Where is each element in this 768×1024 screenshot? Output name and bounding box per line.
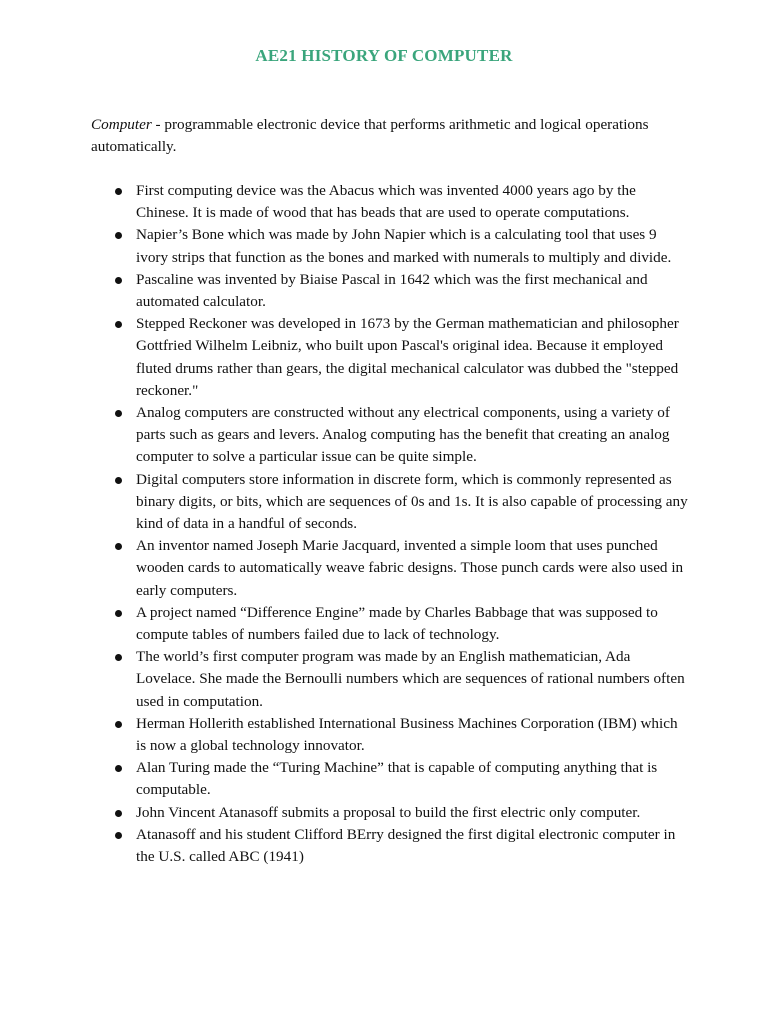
bullet-icon: [115, 654, 122, 661]
list-item-text: Napier’s Bone which was made by John Napier which is a calculating tool that uses 9 ivory strips that function as the bones and marked with numerals to multiply and divide.: [136, 226, 672, 266]
list-item-text: Pascaline was invented by Biaise Pascal in 1642 which was the first mechanical and automated calculator.: [136, 270, 648, 311]
bullet-icon: [115, 610, 122, 617]
bullet-icon: [115, 543, 122, 550]
bullet-icon: [115, 410, 122, 417]
list-item: [91, 313, 691, 402]
list-item: [91, 646, 691, 713]
list-item: [91, 535, 691, 602]
list-item-text: Atanasoff and his student Clifford BErry designed the first digital electronic computer in the U.S. called ABC (1941): [136, 825, 676, 866]
bullet-list: [91, 180, 691, 868]
list-item-text: John Vincent Atanasoff submits a proposal to build the first electric only computer.: [136, 803, 641, 821]
intro-definition: - programmable electronic device that performs arithmetic and logical operations automatically.: [91, 116, 649, 156]
list-item-text: An inventor named Joseph Marie Jacquard, invented a simple loom that uses punched wooden cards to automatically weave fabric designs. Those punch cards were also used in early computers.: [136, 537, 684, 599]
bullet-icon: [115, 832, 122, 839]
bullet-icon: [115, 277, 122, 284]
intro-paragraph: [91, 114, 691, 158]
list-item: [91, 402, 691, 469]
list-item-text: Stepped Reckoner was developed in 1673 by the German mathematician and philosopher Gottfried Wilhelm Leibniz, who built upon Pascal's original idea. Because it employed fluted drums rather than gears, the digital mechanical calculator was dubbed the "stepped reckoner.": [136, 315, 679, 399]
bullet-icon: [115, 810, 122, 817]
bullet-icon: [115, 188, 122, 195]
bullet-icon: [115, 321, 122, 328]
page-title: AE21 HISTORY OF COMPUTER: [255, 46, 513, 65]
bullet-icon: [115, 477, 122, 484]
intro-term: Computer: [91, 116, 152, 133]
list-item-text: Analog computers are constructed without any electrical components, using a variety of parts such as gears and levers. Analog computing has the benefit that creating an analog computer to solve a particular issue can be quite simple.: [136, 404, 670, 466]
list-item: [91, 180, 691, 224]
list-item-text: First computing device was the Abacus which was invented 4000 years ago by the Chinese. It is made of wood that has beads that are used to operate computations.: [136, 182, 636, 222]
list-item-text: Herman Hollerith established International Business Machines Corporation (IBM) which is now a global technology innovator.: [136, 714, 678, 755]
list-item-text: Alan Turing made the “Turing Machine” that is capable of computing anything that is computable.: [136, 759, 658, 799]
list-item: [91, 602, 691, 646]
list-item-text: A project named “Difference Engine” made by Charles Babbage that was supposed to compute tables of numbers failed due to lack of technology.: [136, 603, 658, 644]
bullet-icon: [115, 232, 122, 239]
list-item: [91, 713, 691, 757]
list-item: [91, 757, 691, 801]
list-item-text: The world’s first computer program was made by an English mathematician, Ada Lovelace. She made the Bernoulli numbers which are sequences of rational numbers often used in computation.: [136, 648, 685, 710]
list-item: [91, 224, 691, 268]
list-item: [91, 802, 691, 824]
list-item: [91, 824, 691, 868]
bullet-icon: [115, 721, 122, 728]
list-item: [91, 269, 691, 313]
bullet-icon: [115, 765, 122, 772]
list-item: [91, 469, 691, 536]
list-item-text: Digital computers store information in discrete form, which is commonly represented as binary digits, or bits, which are sequences of 0s and 1s. It is also capable of processing any kind of data in a handful of seconds.: [136, 470, 688, 533]
